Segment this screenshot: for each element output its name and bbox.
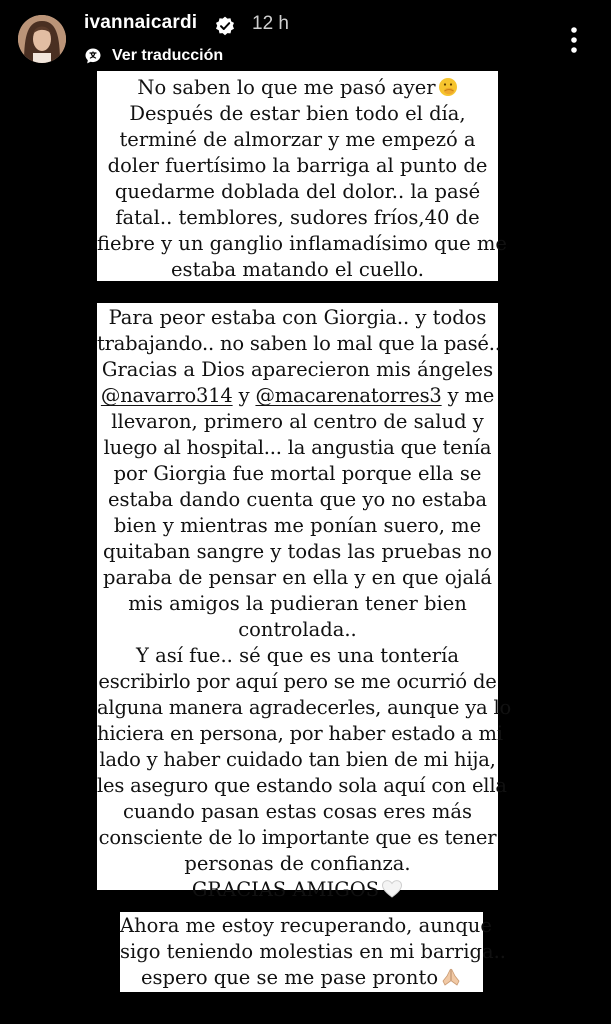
text-fragment: y me: [441, 384, 495, 407]
mention-link[interactable]: @macarenatorres3: [255, 384, 442, 407]
text-line: Ahora me estoy recuperando, aunque: [120, 914, 492, 937]
text-line: Después de estar bien todo el día,: [129, 102, 466, 125]
closing-text: GRACIAS AMIGOS: [191, 878, 380, 901]
translate-icon: [84, 47, 102, 65]
story-text-box-1: [97, 71, 507, 281]
text-line: alguna manera agradecerles, aunque ya lo: [97, 696, 512, 719]
see-translation-label: Ver traducción: [112, 47, 224, 64]
text-line: personas de confianza.: [184, 852, 411, 875]
text-line: consciente de lo importante que es tener: [98, 826, 497, 849]
text-line: Y así fue.. sé que es una tontería: [136, 644, 459, 667]
text-line: quitaban sangre y todas las pruebas no: [102, 540, 493, 563]
see-translation-button[interactable]: [84, 44, 223, 68]
text-line: bien y mientras me ponían suero, me: [113, 514, 482, 537]
text-line: por Giorgia fue mortal porque ella se: [113, 462, 482, 485]
face-with-hand-over-mouth-emoji: [438, 77, 458, 97]
text-line: fiebre y un ganglio inflamadísimo que me: [97, 232, 507, 255]
story-header: [0, 0, 611, 70]
text-line: [97, 877, 498, 903]
text-line: estaba matando el cuello.: [171, 258, 424, 281]
text-line: trabajando.. no saben lo mal que la pasé..: [97, 332, 501, 355]
text-line: Para peor estaba con Giorgia.. y todos: [108, 306, 487, 329]
text-fragment: espero que se me pase pronto: [140, 966, 439, 989]
text-line: terminé de almorzar y me empezó a: [119, 128, 476, 151]
text-line: estaba dando cuenta que yo no estaba: [108, 488, 487, 511]
text-line: [97, 383, 498, 409]
text-line: quedarme doblada del dolor.. la pasé: [114, 180, 481, 203]
text-line: lado y haber cuidado tan bien de mi hija,: [99, 748, 496, 771]
white-heart-emoji: [381, 879, 403, 899]
text-line: No saben lo que me pasó ayer: [97, 75, 498, 101]
text-line: mis amigos la pudieran tener bien: [128, 592, 467, 615]
text-line: sigo teniendo molestias en mi barriga..: [120, 940, 506, 963]
avatar[interactable]: [18, 15, 66, 63]
username[interactable]: ivannaicardi: [84, 12, 198, 33]
text-line: cuando pasan estas cosas eres más: [122, 800, 473, 823]
text-line: Gracias a Dios aparecieron mis ángeles: [101, 358, 494, 381]
verified-badge-icon: [215, 16, 235, 36]
more-options-icon[interactable]: [566, 25, 582, 55]
story-text-box-2: [97, 303, 512, 901]
text-line: paraba de pensar en ella y en que ojalá: [102, 566, 493, 589]
text-line: hiciera en persona, por haber estado a mi: [97, 722, 503, 745]
text-line: les aseguro que estando sola aquí con ella: [97, 774, 507, 797]
text-line: [120, 965, 483, 991]
text-line: controlada..: [238, 618, 357, 641]
text-line: fatal.. temblores, sudores fríos,40 de: [115, 206, 480, 229]
text-line: escribirlo por aquí pero se me ocurrió de: [98, 670, 497, 693]
post-time: 12 h: [252, 13, 289, 34]
text-line: llevaron, primero al centro de salud y: [111, 410, 484, 433]
mention-link[interactable]: @navarro314: [100, 384, 233, 407]
text-fragment: y: [232, 384, 256, 407]
text-line: doler fuertísimo la barriga al punto de: [107, 154, 488, 177]
story-text-box-3: [120, 912, 506, 992]
folded-hands-emoji: [440, 967, 462, 987]
text-line: luego al hospital... la angustia que tenía: [103, 436, 492, 459]
